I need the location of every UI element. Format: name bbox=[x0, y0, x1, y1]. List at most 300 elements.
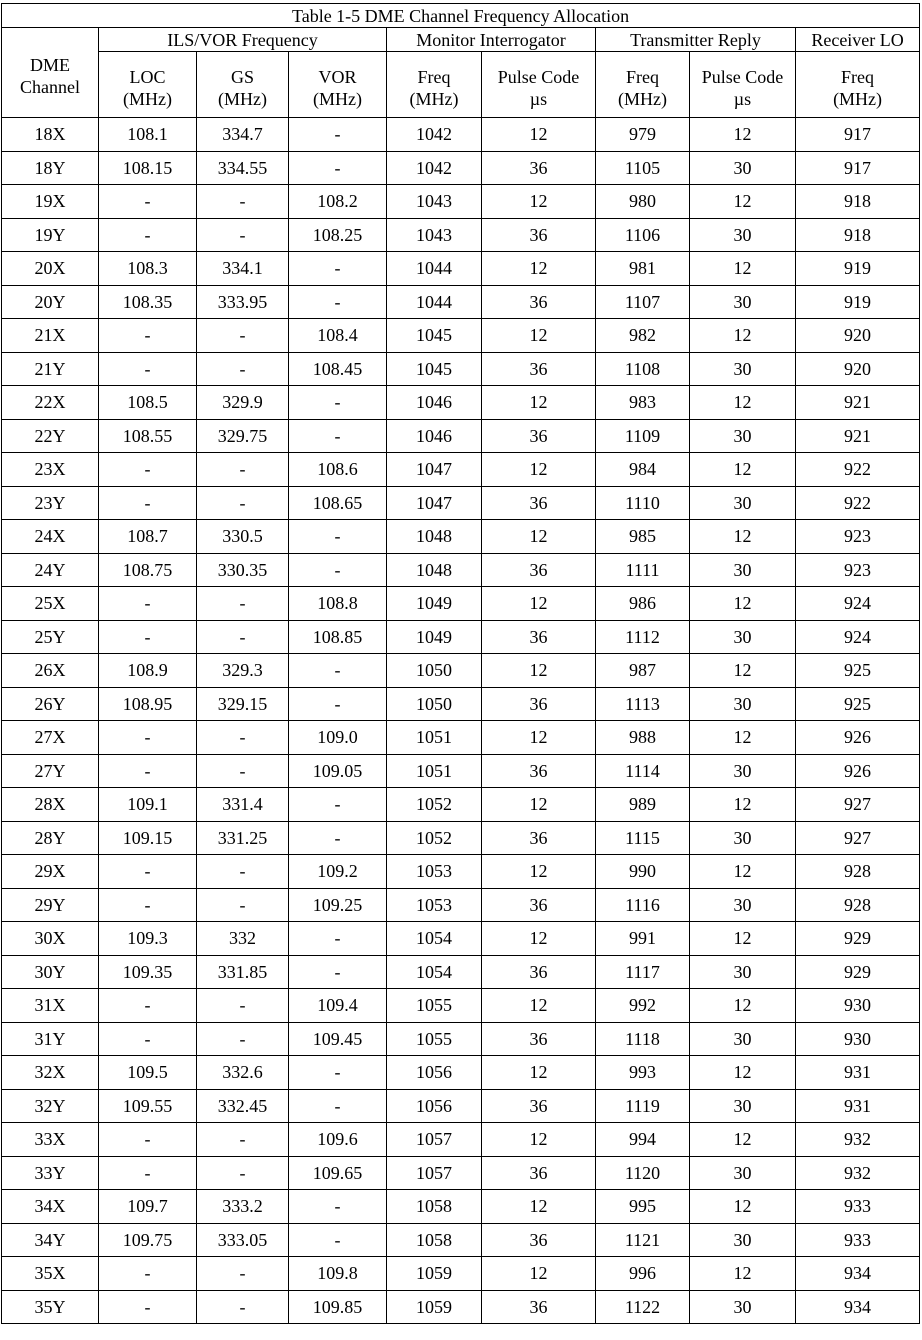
table-row bbox=[2, 419, 920, 453]
header-loc-unit: (MHz) bbox=[123, 88, 172, 109]
loc-cell: - bbox=[99, 1257, 197, 1291]
receiver-freq-cell: 934 bbox=[796, 1257, 920, 1291]
header-receiver-freq bbox=[796, 52, 920, 118]
loc-cell: 108.7 bbox=[99, 520, 197, 554]
table-row bbox=[2, 654, 920, 688]
channel-cell: 19X bbox=[2, 185, 99, 219]
monitor-freq-cell: 1048 bbox=[387, 553, 482, 587]
gs-cell: - bbox=[197, 1290, 289, 1324]
loc-cell: 108.35 bbox=[99, 285, 197, 319]
table-row bbox=[2, 788, 920, 822]
transmitter-pulse-cell: 12 bbox=[690, 587, 796, 621]
transmitter-freq-cell: 1116 bbox=[596, 888, 690, 922]
monitor-pulse-cell: 36 bbox=[482, 955, 596, 989]
channel-cell: 26Y bbox=[2, 687, 99, 721]
receiver-freq-cell: 920 bbox=[796, 319, 920, 353]
receiver-freq-cell: 923 bbox=[796, 520, 920, 554]
transmitter-freq-cell: 1120 bbox=[596, 1156, 690, 1190]
transmitter-freq-cell: 986 bbox=[596, 587, 690, 621]
table-row bbox=[2, 1290, 920, 1324]
receiver-freq-cell: 929 bbox=[796, 955, 920, 989]
vor-cell: - bbox=[289, 922, 387, 956]
gs-cell: 334.1 bbox=[197, 252, 289, 286]
table-row bbox=[2, 587, 920, 621]
gs-cell: - bbox=[197, 888, 289, 922]
vor-cell: - bbox=[289, 821, 387, 855]
channel-cell: 33X bbox=[2, 1123, 99, 1157]
vor-cell: - bbox=[289, 1190, 387, 1224]
monitor-pulse-cell: 36 bbox=[482, 285, 596, 319]
transmitter-freq-cell: 983 bbox=[596, 386, 690, 420]
monitor-freq-cell: 1055 bbox=[387, 989, 482, 1023]
transmitter-pulse-cell: 30 bbox=[690, 1022, 796, 1056]
monitor-freq-cell: 1059 bbox=[387, 1290, 482, 1324]
monitor-freq-cell: 1052 bbox=[387, 821, 482, 855]
header-transmitter-freq-label: Freq bbox=[626, 66, 659, 87]
receiver-freq-cell: 925 bbox=[796, 654, 920, 688]
monitor-freq-cell: 1044 bbox=[387, 285, 482, 319]
table-row bbox=[2, 553, 920, 587]
vor-cell: 109.25 bbox=[289, 888, 387, 922]
transmitter-freq-cell: 1121 bbox=[596, 1223, 690, 1257]
receiver-freq-cell: 932 bbox=[796, 1123, 920, 1157]
gs-cell: - bbox=[197, 989, 289, 1023]
channel-cell: 28X bbox=[2, 788, 99, 822]
transmitter-freq-cell: 1109 bbox=[596, 419, 690, 453]
transmitter-freq-cell: 990 bbox=[596, 855, 690, 889]
receiver-freq-cell: 931 bbox=[796, 1056, 920, 1090]
gs-cell: - bbox=[197, 218, 289, 252]
monitor-freq-cell: 1049 bbox=[387, 587, 482, 621]
header-monitor-freq-label: Freq bbox=[417, 66, 451, 87]
header-gs-label: GS bbox=[230, 66, 254, 87]
monitor-pulse-cell: 36 bbox=[482, 687, 596, 721]
loc-cell: 109.1 bbox=[99, 788, 197, 822]
gs-cell: - bbox=[197, 185, 289, 219]
header-vor-unit: (MHz) bbox=[313, 88, 362, 109]
vor-cell: 108.6 bbox=[289, 453, 387, 487]
transmitter-pulse-cell: 12 bbox=[690, 721, 796, 755]
table-row bbox=[2, 151, 920, 185]
header-monitor-freq-unit: (MHz) bbox=[409, 88, 459, 109]
loc-cell: - bbox=[99, 486, 197, 520]
transmitter-freq-cell: 1117 bbox=[596, 955, 690, 989]
receiver-freq-cell: 924 bbox=[796, 620, 920, 654]
vor-cell: 108.8 bbox=[289, 587, 387, 621]
header-monitor-freq bbox=[387, 52, 482, 118]
channel-cell: 21Y bbox=[2, 352, 99, 386]
vor-cell: - bbox=[289, 955, 387, 989]
transmitter-freq-cell: 984 bbox=[596, 453, 690, 487]
channel-cell: 22Y bbox=[2, 419, 99, 453]
gs-cell: 330.35 bbox=[197, 553, 289, 587]
monitor-pulse-cell: 36 bbox=[482, 553, 596, 587]
transmitter-pulse-cell: 30 bbox=[690, 553, 796, 587]
transmitter-pulse-cell: 30 bbox=[690, 955, 796, 989]
monitor-freq-cell: 1043 bbox=[387, 218, 482, 252]
receiver-freq-cell: 918 bbox=[796, 185, 920, 219]
channel-cell: 18Y bbox=[2, 151, 99, 185]
receiver-freq-cell: 928 bbox=[796, 888, 920, 922]
loc-cell: - bbox=[99, 1290, 197, 1324]
gs-cell: 332.45 bbox=[197, 1089, 289, 1123]
loc-cell: - bbox=[99, 587, 197, 621]
table-row bbox=[2, 118, 920, 152]
receiver-freq-cell: 919 bbox=[796, 285, 920, 319]
loc-cell: 109.3 bbox=[99, 922, 197, 956]
table-body bbox=[2, 118, 920, 1324]
table-row bbox=[2, 520, 920, 554]
vor-cell: - bbox=[289, 687, 387, 721]
table-row bbox=[2, 252, 920, 286]
loc-cell: 108.75 bbox=[99, 553, 197, 587]
receiver-freq-cell: 921 bbox=[796, 386, 920, 420]
header-ils-vor-frequency: ILS/VOR Frequency bbox=[99, 28, 387, 52]
monitor-pulse-cell: 36 bbox=[482, 1223, 596, 1257]
channel-cell: 24Y bbox=[2, 553, 99, 587]
monitor-pulse-cell: 36 bbox=[482, 1022, 596, 1056]
vor-cell: - bbox=[289, 1056, 387, 1090]
transmitter-freq-cell: 991 bbox=[596, 922, 690, 956]
vor-cell: - bbox=[289, 285, 387, 319]
transmitter-pulse-cell: 12 bbox=[690, 989, 796, 1023]
loc-cell: - bbox=[99, 855, 197, 889]
dme-frequency-table bbox=[1, 3, 920, 1324]
transmitter-pulse-cell: 12 bbox=[690, 1190, 796, 1224]
receiver-freq-cell: 929 bbox=[796, 922, 920, 956]
loc-cell: - bbox=[99, 1123, 197, 1157]
gs-cell: - bbox=[197, 486, 289, 520]
table-row bbox=[2, 721, 920, 755]
header-loc-label: LOC bbox=[129, 66, 166, 87]
vor-cell: - bbox=[289, 788, 387, 822]
transmitter-freq-cell: 980 bbox=[596, 185, 690, 219]
transmitter-freq-cell: 992 bbox=[596, 989, 690, 1023]
transmitter-pulse-cell: 12 bbox=[690, 453, 796, 487]
loc-cell: 109.35 bbox=[99, 955, 197, 989]
monitor-freq-cell: 1050 bbox=[387, 687, 482, 721]
table-title: Table 1-5 DME Channel Frequency Allocation bbox=[2, 4, 920, 28]
header-transmitter-pulse-unit: µs bbox=[733, 88, 752, 109]
channel-cell: 28Y bbox=[2, 821, 99, 855]
transmitter-pulse-cell: 12 bbox=[690, 118, 796, 152]
channel-cell: 31X bbox=[2, 989, 99, 1023]
channel-cell: 30Y bbox=[2, 955, 99, 989]
channel-cell: 18X bbox=[2, 118, 99, 152]
receiver-freq-cell: 919 bbox=[796, 252, 920, 286]
vor-cell: 108.45 bbox=[289, 352, 387, 386]
channel-cell: 25Y bbox=[2, 620, 99, 654]
monitor-pulse-cell: 12 bbox=[482, 252, 596, 286]
monitor-freq-cell: 1047 bbox=[387, 453, 482, 487]
transmitter-pulse-cell: 30 bbox=[690, 151, 796, 185]
transmitter-freq-cell: 1107 bbox=[596, 285, 690, 319]
vor-cell: - bbox=[289, 151, 387, 185]
table-row bbox=[2, 1089, 920, 1123]
channel-cell: 23X bbox=[2, 453, 99, 487]
transmitter-freq-cell: 989 bbox=[596, 788, 690, 822]
channel-cell: 35Y bbox=[2, 1290, 99, 1324]
transmitter-freq-cell: 985 bbox=[596, 520, 690, 554]
table-row bbox=[2, 620, 920, 654]
channel-cell: 29X bbox=[2, 855, 99, 889]
loc-cell: - bbox=[99, 989, 197, 1023]
monitor-freq-cell: 1049 bbox=[387, 620, 482, 654]
loc-cell: - bbox=[99, 888, 197, 922]
monitor-freq-cell: 1042 bbox=[387, 118, 482, 152]
receiver-freq-cell: 917 bbox=[796, 151, 920, 185]
channel-cell: 34Y bbox=[2, 1223, 99, 1257]
gs-cell: 331.25 bbox=[197, 821, 289, 855]
transmitter-pulse-cell: 30 bbox=[690, 486, 796, 520]
monitor-freq-cell: 1047 bbox=[387, 486, 482, 520]
vor-cell: - bbox=[289, 118, 387, 152]
transmitter-freq-cell: 1105 bbox=[596, 151, 690, 185]
loc-cell: 109.75 bbox=[99, 1223, 197, 1257]
table-row bbox=[2, 1257, 920, 1291]
monitor-freq-cell: 1048 bbox=[387, 520, 482, 554]
receiver-freq-cell: 933 bbox=[796, 1190, 920, 1224]
gs-cell: 330.5 bbox=[197, 520, 289, 554]
gs-cell: 332 bbox=[197, 922, 289, 956]
transmitter-freq-cell: 1113 bbox=[596, 687, 690, 721]
loc-cell: - bbox=[99, 319, 197, 353]
header-dme-channel-line1: DME bbox=[30, 54, 70, 75]
transmitter-pulse-cell: 12 bbox=[690, 1257, 796, 1291]
loc-cell: 108.95 bbox=[99, 687, 197, 721]
header-transmitter-pulse-code bbox=[690, 52, 796, 118]
vor-cell: 108.65 bbox=[289, 486, 387, 520]
transmitter-freq-cell: 988 bbox=[596, 721, 690, 755]
loc-cell: 108.3 bbox=[99, 252, 197, 286]
header-monitor-pulse-code bbox=[482, 52, 596, 118]
monitor-pulse-cell: 12 bbox=[482, 1123, 596, 1157]
header-dme-channel bbox=[2, 28, 99, 118]
vor-cell: - bbox=[289, 1223, 387, 1257]
monitor-pulse-cell: 36 bbox=[482, 821, 596, 855]
table-row bbox=[2, 888, 920, 922]
monitor-freq-cell: 1052 bbox=[387, 788, 482, 822]
receiver-freq-cell: 923 bbox=[796, 553, 920, 587]
table-row bbox=[2, 352, 920, 386]
transmitter-pulse-cell: 12 bbox=[690, 386, 796, 420]
monitor-freq-cell: 1053 bbox=[387, 888, 482, 922]
gs-cell: 332.6 bbox=[197, 1056, 289, 1090]
channel-cell: 27X bbox=[2, 721, 99, 755]
monitor-pulse-cell: 12 bbox=[482, 922, 596, 956]
monitor-pulse-cell: 36 bbox=[482, 352, 596, 386]
transmitter-freq-cell: 995 bbox=[596, 1190, 690, 1224]
header-monitor-pulse-label: Pulse Code bbox=[497, 66, 580, 87]
transmitter-freq-cell: 981 bbox=[596, 252, 690, 286]
gs-cell: - bbox=[197, 620, 289, 654]
gs-cell: - bbox=[197, 721, 289, 755]
table-row bbox=[2, 486, 920, 520]
transmitter-pulse-cell: 30 bbox=[690, 352, 796, 386]
header-vor-label: VOR bbox=[318, 66, 357, 87]
gs-cell: - bbox=[197, 1022, 289, 1056]
receiver-freq-cell: 934 bbox=[796, 1290, 920, 1324]
loc-cell: 108.5 bbox=[99, 386, 197, 420]
receiver-freq-cell: 920 bbox=[796, 352, 920, 386]
vor-cell: 108.2 bbox=[289, 185, 387, 219]
header-monitor-interrogator: Monitor Interrogator bbox=[387, 28, 596, 52]
monitor-pulse-cell: 36 bbox=[482, 620, 596, 654]
monitor-pulse-cell: 36 bbox=[482, 218, 596, 252]
gs-cell: 329.9 bbox=[197, 386, 289, 420]
table-row bbox=[2, 218, 920, 252]
receiver-freq-cell: 933 bbox=[796, 1223, 920, 1257]
vor-cell: 109.2 bbox=[289, 855, 387, 889]
transmitter-freq-cell: 982 bbox=[596, 319, 690, 353]
monitor-freq-cell: 1042 bbox=[387, 151, 482, 185]
gs-cell: 333.05 bbox=[197, 1223, 289, 1257]
gs-cell: 334.7 bbox=[197, 118, 289, 152]
transmitter-freq-cell: 1108 bbox=[596, 352, 690, 386]
gs-cell: 331.4 bbox=[197, 788, 289, 822]
table-row bbox=[2, 687, 920, 721]
transmitter-freq-cell: 987 bbox=[596, 654, 690, 688]
monitor-freq-cell: 1046 bbox=[387, 419, 482, 453]
channel-cell: 35X bbox=[2, 1257, 99, 1291]
monitor-freq-cell: 1050 bbox=[387, 654, 482, 688]
transmitter-freq-cell: 1122 bbox=[596, 1290, 690, 1324]
loc-cell: 109.15 bbox=[99, 821, 197, 855]
table-row bbox=[2, 386, 920, 420]
loc-cell: - bbox=[99, 754, 197, 788]
header-receiver-lo: Receiver LO bbox=[796, 28, 920, 52]
channel-cell: 32X bbox=[2, 1056, 99, 1090]
receiver-freq-cell: 927 bbox=[796, 788, 920, 822]
header-vor bbox=[289, 52, 387, 118]
channel-cell: 32Y bbox=[2, 1089, 99, 1123]
header-transmitter-freq-unit: (MHz) bbox=[618, 88, 667, 109]
transmitter-freq-cell: 1118 bbox=[596, 1022, 690, 1056]
gs-cell: 329.15 bbox=[197, 687, 289, 721]
monitor-pulse-cell: 36 bbox=[482, 1089, 596, 1123]
vor-cell: - bbox=[289, 553, 387, 587]
monitor-freq-cell: 1054 bbox=[387, 955, 482, 989]
vor-cell: - bbox=[289, 386, 387, 420]
channel-cell: 22X bbox=[2, 386, 99, 420]
transmitter-pulse-cell: 12 bbox=[690, 1123, 796, 1157]
table-row bbox=[2, 1190, 920, 1224]
vor-cell: 108.25 bbox=[289, 218, 387, 252]
vor-cell: 109.85 bbox=[289, 1290, 387, 1324]
header-monitor-pulse-unit: µs bbox=[529, 88, 548, 109]
header-gs-unit: (MHz) bbox=[218, 88, 267, 109]
channel-cell: 19Y bbox=[2, 218, 99, 252]
transmitter-freq-cell: 1106 bbox=[596, 218, 690, 252]
loc-cell: 108.55 bbox=[99, 419, 197, 453]
transmitter-freq-cell: 1112 bbox=[596, 620, 690, 654]
receiver-freq-cell: 931 bbox=[796, 1089, 920, 1123]
receiver-freq-cell: 926 bbox=[796, 754, 920, 788]
transmitter-pulse-cell: 30 bbox=[690, 419, 796, 453]
table-row bbox=[2, 1223, 920, 1257]
gs-cell: - bbox=[197, 352, 289, 386]
monitor-freq-cell: 1053 bbox=[387, 855, 482, 889]
gs-cell: 333.95 bbox=[197, 285, 289, 319]
channel-cell: 24X bbox=[2, 520, 99, 554]
gs-cell: 334.55 bbox=[197, 151, 289, 185]
receiver-freq-cell: 922 bbox=[796, 453, 920, 487]
transmitter-freq-cell: 1119 bbox=[596, 1089, 690, 1123]
receiver-freq-cell: 925 bbox=[796, 687, 920, 721]
header-transmitter-pulse-label: Pulse Code bbox=[701, 66, 784, 87]
header-receiver-freq-label: Freq bbox=[841, 66, 875, 87]
channel-cell: 23Y bbox=[2, 486, 99, 520]
gs-cell: - bbox=[197, 754, 289, 788]
vor-cell: 109.0 bbox=[289, 721, 387, 755]
vor-cell: 108.85 bbox=[289, 620, 387, 654]
header-gs bbox=[197, 52, 289, 118]
gs-cell: 333.2 bbox=[197, 1190, 289, 1224]
transmitter-pulse-cell: 30 bbox=[690, 888, 796, 922]
monitor-pulse-cell: 12 bbox=[482, 319, 596, 353]
monitor-pulse-cell: 12 bbox=[482, 721, 596, 755]
vor-cell: 108.4 bbox=[289, 319, 387, 353]
monitor-pulse-cell: 12 bbox=[482, 1257, 596, 1291]
monitor-pulse-cell: 36 bbox=[482, 888, 596, 922]
monitor-pulse-cell: 36 bbox=[482, 1290, 596, 1324]
monitor-freq-cell: 1046 bbox=[387, 386, 482, 420]
transmitter-pulse-cell: 12 bbox=[690, 788, 796, 822]
table-row bbox=[2, 285, 920, 319]
receiver-freq-cell: 922 bbox=[796, 486, 920, 520]
table-row bbox=[2, 185, 920, 219]
monitor-freq-cell: 1059 bbox=[387, 1257, 482, 1291]
table-row bbox=[2, 1056, 920, 1090]
header-receiver-freq-unit: (MHz) bbox=[833, 88, 883, 109]
loc-cell: - bbox=[99, 1022, 197, 1056]
receiver-freq-cell: 921 bbox=[796, 419, 920, 453]
table-row bbox=[2, 922, 920, 956]
monitor-pulse-cell: 36 bbox=[482, 754, 596, 788]
vor-cell: 109.05 bbox=[289, 754, 387, 788]
transmitter-pulse-cell: 30 bbox=[690, 1156, 796, 1190]
loc-cell: - bbox=[99, 620, 197, 654]
monitor-freq-cell: 1054 bbox=[387, 922, 482, 956]
transmitter-pulse-cell: 30 bbox=[690, 821, 796, 855]
transmitter-pulse-cell: 12 bbox=[690, 319, 796, 353]
transmitter-pulse-cell: 12 bbox=[690, 922, 796, 956]
loc-cell: - bbox=[99, 453, 197, 487]
gs-cell: - bbox=[197, 1257, 289, 1291]
channel-cell: 25X bbox=[2, 587, 99, 621]
table-row bbox=[2, 1022, 920, 1056]
monitor-freq-cell: 1058 bbox=[387, 1190, 482, 1224]
monitor-freq-cell: 1051 bbox=[387, 721, 482, 755]
gs-cell: - bbox=[197, 1123, 289, 1157]
header-loc bbox=[99, 52, 197, 118]
vor-cell: 109.45 bbox=[289, 1022, 387, 1056]
transmitter-pulse-cell: 30 bbox=[690, 218, 796, 252]
monitor-pulse-cell: 12 bbox=[482, 386, 596, 420]
monitor-freq-cell: 1045 bbox=[387, 352, 482, 386]
channel-cell: 33Y bbox=[2, 1156, 99, 1190]
gs-cell: - bbox=[197, 319, 289, 353]
monitor-pulse-cell: 12 bbox=[482, 855, 596, 889]
gs-cell: - bbox=[197, 587, 289, 621]
table-row bbox=[2, 1123, 920, 1157]
monitor-freq-cell: 1056 bbox=[387, 1089, 482, 1123]
vor-cell: 109.8 bbox=[289, 1257, 387, 1291]
gs-cell: 329.75 bbox=[197, 419, 289, 453]
transmitter-pulse-cell: 30 bbox=[690, 285, 796, 319]
vor-cell: 109.65 bbox=[289, 1156, 387, 1190]
monitor-pulse-cell: 36 bbox=[482, 419, 596, 453]
